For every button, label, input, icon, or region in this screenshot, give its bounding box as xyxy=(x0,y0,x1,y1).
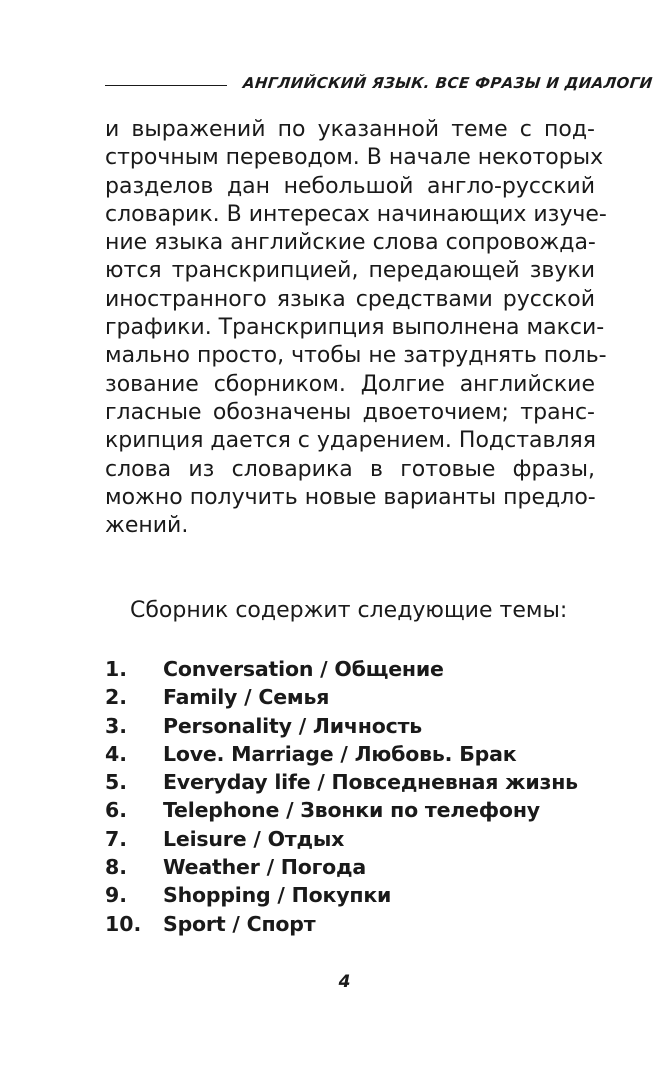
topic-number: 5. xyxy=(105,770,128,795)
paragraph-line: разделов дан небольшой англо-русский xyxy=(105,173,595,199)
paragraph-line: строчным переводом. В начале некоторых xyxy=(105,145,604,171)
topic-number: 9. xyxy=(105,883,128,908)
topic-number: 4. xyxy=(105,741,128,766)
list-item xyxy=(105,796,578,824)
paragraph-line: иностранного языка средствами русской xyxy=(105,286,595,312)
topic-label: Leisure / Отдых xyxy=(163,826,345,851)
header-rule xyxy=(105,85,227,86)
topic-number: 8. xyxy=(105,855,128,880)
topic-number: 1. xyxy=(105,657,128,681)
topic-label: Weather / Погода xyxy=(163,855,367,880)
paragraph-line: жений. xyxy=(105,513,189,539)
list-item xyxy=(105,712,578,740)
list-item xyxy=(105,853,578,881)
list-item xyxy=(105,655,578,683)
topic-label: Love. Marriage / Любовь. Брак xyxy=(163,741,517,766)
topic-number: 3. xyxy=(105,713,128,738)
paragraph-line: и выражений по указанной теме с под- xyxy=(105,117,595,142)
paragraph-line: словарик. В интересах начинающих изуче- xyxy=(105,201,607,227)
list-item xyxy=(105,740,578,768)
list-item xyxy=(105,683,578,711)
book-title: АНГЛИЙСКИЙ ЯЗЫК. ВСЕ ФРАЗЫ И ДИАЛОГИ xyxy=(242,74,654,92)
topic-label: Conversation / Общение xyxy=(163,657,444,681)
paragraph-line: можно получить новые варианты предло- xyxy=(105,484,596,510)
list-item xyxy=(105,768,578,796)
topic-label: Telephone / Звонки по телефону xyxy=(163,798,540,823)
page-number: 4 xyxy=(338,972,351,992)
topic-label: Family / Семья xyxy=(163,685,330,710)
running-head xyxy=(105,66,654,92)
topic-label: Everyday life / Повседневная жизнь xyxy=(163,770,578,795)
paragraph-line: ются транскрипцией, передающей звуки xyxy=(105,258,595,284)
topics-intro: Сборник содержит следующие темы: xyxy=(130,598,568,623)
topic-number: 2. xyxy=(105,685,128,710)
topic-number: 7. xyxy=(105,826,128,851)
topic-label: Shopping / Покупки xyxy=(163,883,392,908)
topic-number: 10. xyxy=(105,911,142,936)
paragraph-line: ние языка английские слова сопровожда- xyxy=(105,230,596,256)
list-item xyxy=(105,881,578,909)
paragraph-line: гласные обозначены двоеточием; транс- xyxy=(105,399,595,425)
topic-label: Sport / Спорт xyxy=(163,911,316,936)
paragraph-line: зование сборником. Долгие английские xyxy=(105,371,595,397)
paragraph-line: слова из словарика в готовые фразы, xyxy=(105,456,595,482)
paragraph-line: графики. Транскрипция выполнена макси- xyxy=(105,315,605,341)
topics-list xyxy=(105,655,578,938)
body-paragraph xyxy=(105,116,607,540)
list-item xyxy=(105,910,578,938)
topic-label: Personality / Личность xyxy=(163,713,423,738)
paragraph-line: мально просто, чтобы не затруднять поль- xyxy=(105,343,607,369)
list-item xyxy=(105,825,578,853)
paragraph-line: крипция дается с ударением. Подставляя xyxy=(105,428,597,454)
topic-number: 6. xyxy=(105,798,128,823)
